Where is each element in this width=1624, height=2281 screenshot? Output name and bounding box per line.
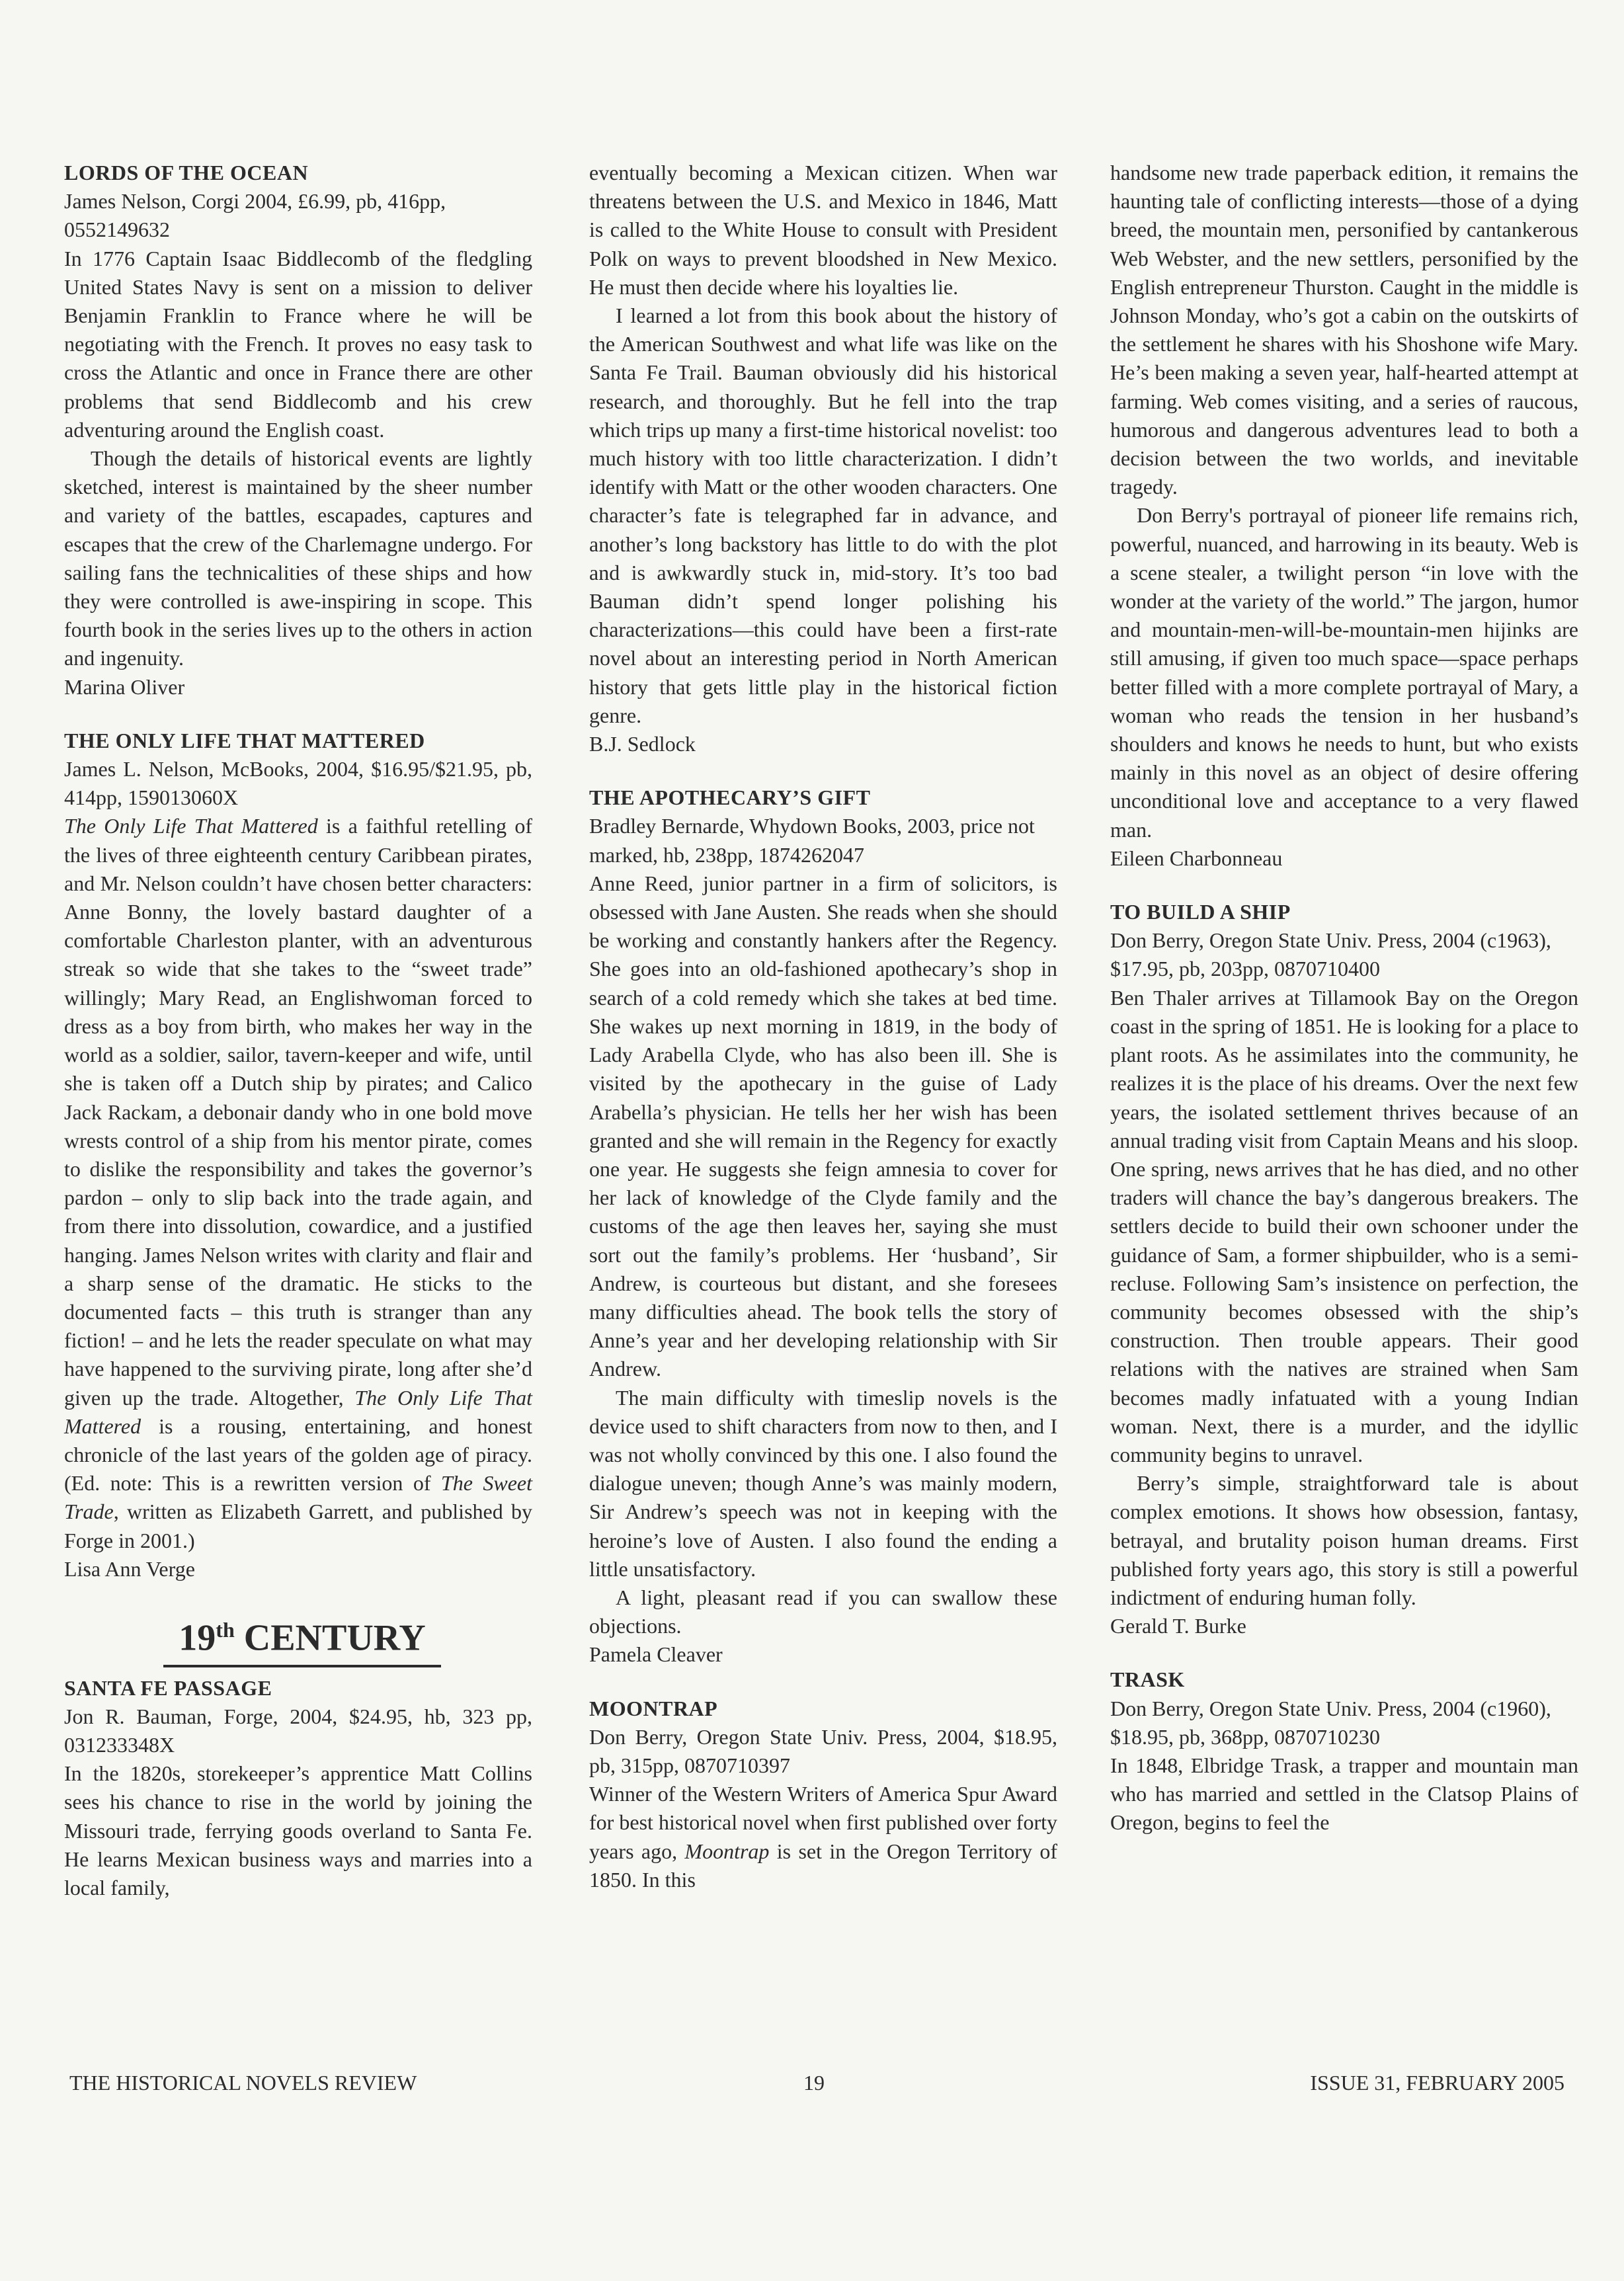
reviewer-name: Gerald T. Burke <box>1110 1614 1246 1638</box>
review-paragraph: Though the details of historical events are lightly sketched, interest is maintained by the sheer number and variety of the battles, escapades, captures and escapes that the crew of the Charlemagne undergo. For sailing fans the technicalities of these ships and how they were controlled is awe-inspiring in scope. This fourth book in the series lives up to the others in action and ingenuity. <box>64 446 532 670</box>
review-paragraph: I learned a lot from this book about the history of the American Southwest and what life was like on the Santa Fe Trail. Bauman obviously did his historical research, and thoroughly. But he fell into the trap which trips up many a first-time historical novelist: too much history with too little characterization. I didn’t identify with Matt or the other wooden characters. One character’s fate is telegraphed far in advance, and another’s long backstory has little to do with the plot and is awkwardly stuck in, mid-story. It’s too bad Bauman didn’t spend longer polishing his characterizations—this could have been a first-rate novel about an interesting period in North American history that gets little play in the historical fiction genre. <box>589 303 1057 727</box>
review-paragraph: The main difficulty with timeslip novels is the device used to shift characters from now to then, and I was not wholly convinced by this one. I also found the dialogue uneven; though Anne’s was mainly modern, Sir Andrew’s speech was not in keeping with the heroine’s love of Austen. I also found the ending a little unsatisfactory. <box>589 1385 1057 1581</box>
column-1 <box>64 159 532 1902</box>
book-title-italic: The Only Life That Mattered <box>64 1385 533 1438</box>
reviewer-name: Lisa Ann Verge <box>64 1556 195 1581</box>
review-title: THE ONLY LIFE THAT MATTERED <box>64 728 425 752</box>
review-to-build-a-ship <box>1110 898 1578 1640</box>
review-meta: Don Berry, Oregon State Univ. Press, 2004 (c1963), $17.95, pb, 203pp, 0870710400 <box>1110 928 1551 981</box>
reviewer-name: B.J. Sedlock <box>589 732 696 756</box>
review-santa-fe-passage <box>64 1674 532 1903</box>
section-heading-superscript: th <box>216 1617 235 1642</box>
review-paragraph: In 1848, Elbridge Trask, a trapper and mountain man who has married and settled in the Clatsop Plains of Oregon, begins to feel the <box>1110 1753 1578 1835</box>
review-meta: Don Berry, Oregon State Univ. Press, 2004 (c1960), $18.95, pb, 368pp, 0870710230 <box>1110 1696 1551 1749</box>
review-only-life-that-mattered <box>64 727 532 1583</box>
review-meta: James L. Nelson, McBooks, 2004, $16.95/$21.95, pb, 414pp, 159013060X <box>64 757 532 810</box>
review-title: TRASK <box>1110 1667 1185 1692</box>
text-run: is a rousing, entertaining, and honest chronicle of the last years of the golden age of piracy. (Ed. note: This is a rewritten version of <box>64 1414 532 1496</box>
publication-name: THE HISTORICAL NOVELS REVIEW <box>69 2071 417 2095</box>
book-title-italic: Moontrap <box>684 1839 770 1863</box>
book-title-italic: The Sweet Trade <box>64 1471 533 1524</box>
reviewer-name: Pamela Cleaver <box>589 1642 723 1667</box>
review-meta: Bradley Bernarde, Whydown Books, 2003, price not marked, hb, 238pp, 1874262047 <box>589 814 1035 867</box>
section-heading-word: CENTURY <box>234 1617 426 1659</box>
review-title: THE APOTHECARY’S GIFT <box>589 785 871 810</box>
review-paragraph <box>589 1780 1057 1894</box>
review-paragraph: In 1776 Captain Isaac Biddlecomb of the fledgling United States Navy is sent on a mission to deliver Benjamin Franklin to France where he will be negotiating with the French. It proves no easy task to cross the Atlantic and once in France there are other problems that send Biddlecomb and his crew adventuring around the English coast. <box>64 246 532 442</box>
column-3 <box>1110 159 1578 1837</box>
text-run: is a faithful retelling of the lives of three eighteenth century Caribbean pirates, and Mr. Nelson couldn’t have chosen better characters: Anne Bonny, the lovely bastard daughter of a comfortable Charleston planter, with an adventurous streak so wide that she takes to the “sweet trade” willingly; Mary Read, an Englishwoman forced to dress as a boy from birth, who makes her way in the world as a soldier, sailor, tavern-keeper and wife, until she is taken off a Dutch ship by pirates; and Calico Jack Rackam, a debonair dandy who in one bold move wrests control of a ship from his mentor pirate, comes to dislike the responsibility and takes the governor’s pardon – only to slip back into the trade again, and from there into dissolution, cowardice, and a justified hanging. James Nelson writes with clarity and flair and a sharp sense of the dramatic. He sticks to the documented facts – this truth is stranger than any fiction! – and he lets the reader speculate on what may have happened to the surviving pirate, long after she’d given up the trade. Altogether, <box>64 814 533 1410</box>
review-paragraph: Don Berry's portrayal of pioneer life remains rich, powerful, nuanced, and harrowing in its beauty. Web is a scene stealer, a twilight person “in love with the wonder at the variety of the world.” The jargon, humor and mountain-men-will-be-mountain-men hijinks are still amusing, if given too much space—space perhaps better filled with a more complete portrayal of Mary, a woman who reads the tension in her husband’s shoulders and knows he needs to hunt, but who exists mainly in this novel as an object of desire offering unconditional love and acceptance to a very flawed man. <box>1110 503 1578 842</box>
review-paragraph: Berry’s simple, straightforward tale is about complex emotions. It shows how obsession, fantasy, betrayal, and brutality poison human dreams. First published forty years ago, this story is still a powerful indictment of enduring human folly. <box>1110 1471 1578 1609</box>
review-paragraph: Anne Reed, junior partner in a firm of solicitors, is obsessed with Jane Austen. She reads when she should be working and constantly hankers after the Regency. She goes into an old-fashioned apothecary’s shop in search of a cold remedy which she takes at bed time. She wakes up next morning in 1819, in the body of Lady Arabella Clyde, who has also been ill. She is visited by the apothecary in the guise of Lady Arabella’s physician. He tells her her wish has been granted and she will remain in the Regency for exactly one year. He suggests she feign amnesia to cover for her lack of knowledge of the Clyde family and the customs of the age then leaves her, saying she must sort out the family’s problems. Her ‘husband’, Sir Andrew, is courteous but distant, and she foresees many difficulties ahead. The book tells the story of Anne’s year and her developing relationship with Sir Andrew. <box>589 871 1057 1381</box>
review-paragraph: In the 1820s, storekeeper’s apprentice Matt Collins sees his chance to rise in the world by joining the Missouri trade, ferrying goods overland to Santa Fe. He learns Mexican business ways and marries into a local family, <box>64 1761 532 1900</box>
reviewer-name: Eileen Charbonneau <box>1110 846 1283 870</box>
review-paragraph: A light, pleasant read if you can swallow these objections. <box>589 1585 1057 1638</box>
text-run: , written as Elizabeth Garrett, and published by Forge in 2001.) <box>64 1500 532 1552</box>
review-apothecarys-gift <box>589 783 1057 1669</box>
review-lords-of-the-ocean <box>64 159 532 701</box>
book-title-italic: The Only Life That Mattered <box>64 814 318 838</box>
text-run: Winner of the Western Writers of America Spur Award for best historical novel when first published over forty years ago, <box>589 1782 1057 1863</box>
review-trask <box>1110 1665 1578 1837</box>
review-paragraph: eventually becoming a Mexican citizen. When war threatens between the U.S. and Mexico in 1846, Matt is called to the White House to consult with President Polk on ways to prevent bloodshed in New Mexico. He must then decide where his loyalties lie. <box>589 161 1057 299</box>
section-heading-number: 19 <box>179 1617 216 1659</box>
review-title: TO BUILD A SHIP <box>1110 900 1291 924</box>
page-number: 19 <box>803 2071 825 2095</box>
review-paragraph: Ben Thaler arrives at Tillamook Bay on the Oregon coast in the spring of 1851. He is looking for a place to plant roots. As he assimilates into the community, he realizes it is the place of his dreams. Over the next few years, the isolated settlement thrives because of an annual trading visit from Captain Means and his sloop. One spring, news arrives that he has died, and no other traders will chance the bay’s dangerous breakers. The settlers decide to build their own schooner under the guidance of Sam, a former shipbuilder, who is a semi-recluse. Following Sam’s insistence on perfection, the community becomes obsessed with the ship’s construction. Then trouble appears. Their good relations with the natives are strained when Sam becomes madly infatuated with a young Indian woman. Next, there is a murder, and the idyllic community begins to unravel. <box>1110 985 1578 1466</box>
issue-info: ISSUE 31, FEBRUARY 2005 <box>1310 2071 1564 2095</box>
review-moontrap-continued <box>1110 159 1578 873</box>
review-title: MOONTRAP <box>589 1696 718 1720</box>
review-meta: James Nelson, Corgi 2004, £6.99, pb, 416pp, 0552149632 <box>64 189 446 242</box>
review-moontrap <box>589 1695 1057 1894</box>
review-title: LORDS OF THE OCEAN <box>64 161 309 184</box>
review-paragraph <box>64 812 532 1554</box>
section-heading-19th-century <box>163 1609 441 1667</box>
column-2 <box>589 159 1057 1894</box>
review-meta: Don Berry, Oregon State Univ. Press, 2004, $18.95, pb, 315pp, 0870710397 <box>589 1724 1057 1777</box>
review-santa-fe-passage-continued <box>589 159 1057 758</box>
review-title: SANTA FE PASSAGE <box>64 1675 272 1700</box>
review-meta: Jon R. Bauman, Forge, 2004, $24.95, hb, 323 pp, 031233348X <box>64 1704 532 1757</box>
review-paragraph: handsome new trade paperback edition, it remains the haunting tale of conflicting interests—those of a dying breed, the mountain men, personified by cantankerous Web Webster, and the new settlers, personified by the English entrepreneur Thurston. Caught in the middle is Johnson Monday, who’s got a cabin on the outskirts of the settlement he shares with his Shoshone wife Mary. He’s been making a seven year, half-hearted attempt at farming. Web comes visiting, and a series of raucous, humorous and dangerous adventures lead to both a decision between the two worlds, and inevitable tragedy. <box>1110 161 1578 499</box>
reviewer-name: Marina Oliver <box>64 674 185 699</box>
text-run: is set in the Oregon Territory of 1850. In this <box>589 1839 1057 1892</box>
